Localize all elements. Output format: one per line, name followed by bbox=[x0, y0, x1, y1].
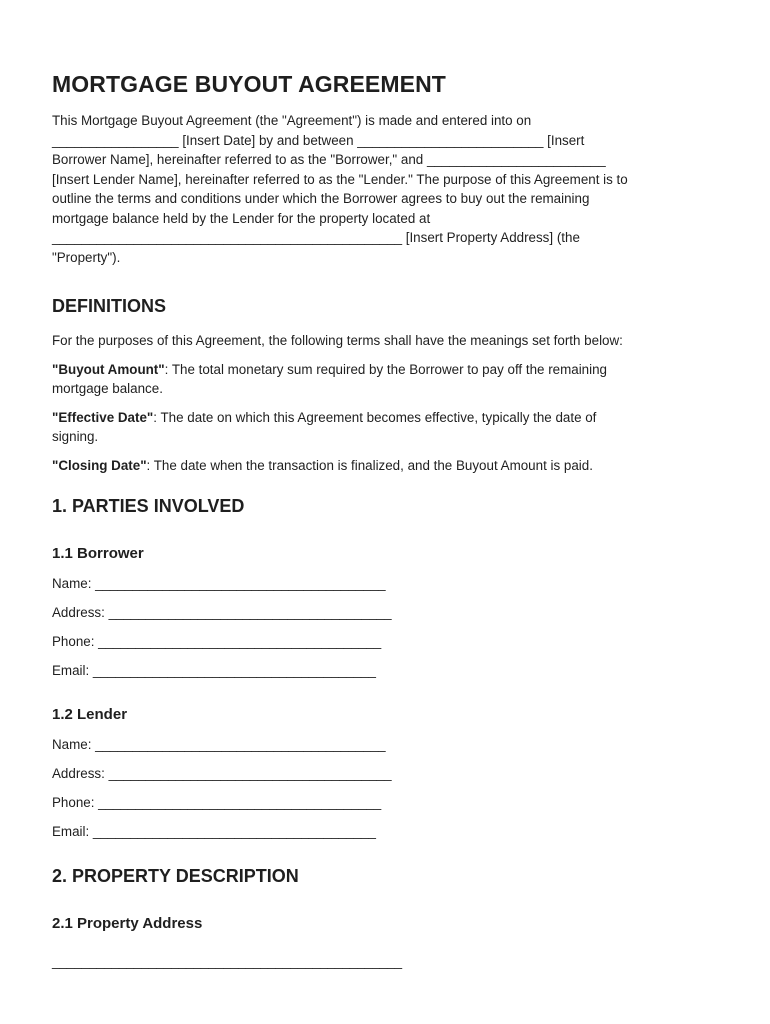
document-title: MORTGAGE BUYOUT AGREEMENT bbox=[52, 71, 446, 97]
intro-line: _______________________________________________ [Insert Property Address] (the bbox=[52, 230, 580, 245]
definitions-heading: DEFINITIONS bbox=[52, 296, 167, 316]
property-address-field: _______________________________________________ bbox=[52, 954, 403, 969]
definition-text: : The date when the transaction is finalized, and the Buyout Amount is paid. bbox=[146, 457, 593, 473]
definition-term: "Effective Date" bbox=[52, 409, 154, 425]
property-address-heading: 2.1 Property Address bbox=[52, 915, 203, 932]
definition-term: "Closing Date" bbox=[52, 457, 147, 473]
intro-line: _________________ [Insert Date] by and between _________________________ [Insert bbox=[52, 132, 585, 148]
lender-address-field: Address: ______________________________________ bbox=[52, 765, 392, 781]
definition-term: "Buyout Amount" bbox=[52, 361, 165, 377]
borrower-name-field: Name: _______________________________________ bbox=[52, 576, 386, 591]
definition-text: : The total monetary sum required by the Borrower to pay off the remaining bbox=[164, 361, 607, 377]
definition-text: signing. bbox=[52, 429, 99, 444]
intro-line: "Property"). bbox=[52, 249, 121, 265]
intro-line: This Mortgage Buyout Agreement (the "Agreement") is made and entered into on bbox=[52, 113, 532, 128]
lender-phone-field: Phone: ______________________________________ bbox=[52, 794, 382, 810]
intro-line: outline the terms and conditions under which the Borrower agrees to buy out the remaining bbox=[52, 191, 590, 206]
definition-text: mortgage balance. bbox=[52, 381, 163, 396]
lender-email-field: Email: ______________________________________ bbox=[52, 823, 376, 839]
intro-paragraph bbox=[52, 111, 720, 267]
borrower-address-field: Address: ______________________________________ bbox=[52, 605, 392, 620]
definition-effective-date bbox=[52, 408, 720, 447]
borrower-phone-field: Phone: ______________________________________ bbox=[52, 634, 382, 649]
intro-line: mortgage balance held by the Lender for the property located at bbox=[52, 210, 431, 226]
definition-text: : The date on which this Agreement becomes effective, typically the date of bbox=[153, 409, 597, 425]
definition-closing-date bbox=[52, 456, 720, 476]
borrower-email-field: Email: ______________________________________ bbox=[52, 663, 376, 678]
intro-line: Borrower Name], hereinafter referred to as the "Borrower," and ________________________ bbox=[52, 152, 606, 167]
lender-heading: 1.2 Lender bbox=[52, 705, 128, 723]
borrower-heading: 1.1 Borrower bbox=[52, 545, 144, 562]
definitions-lead: For the purposes of this Agreement, the following terms shall have the meanings set forth below: bbox=[52, 333, 623, 348]
parties-heading: 1. PARTIES INVOLVED bbox=[52, 496, 245, 516]
definition-buyout-amount bbox=[52, 360, 720, 399]
intro-line: [Insert Lender Name], hereinafter referred to as the "Lender." The purpose of this Agreement is to bbox=[52, 171, 628, 187]
lender-name-field: Name: _______________________________________ bbox=[52, 736, 386, 752]
property-heading: 2. PROPERTY DESCRIPTION bbox=[52, 866, 299, 886]
